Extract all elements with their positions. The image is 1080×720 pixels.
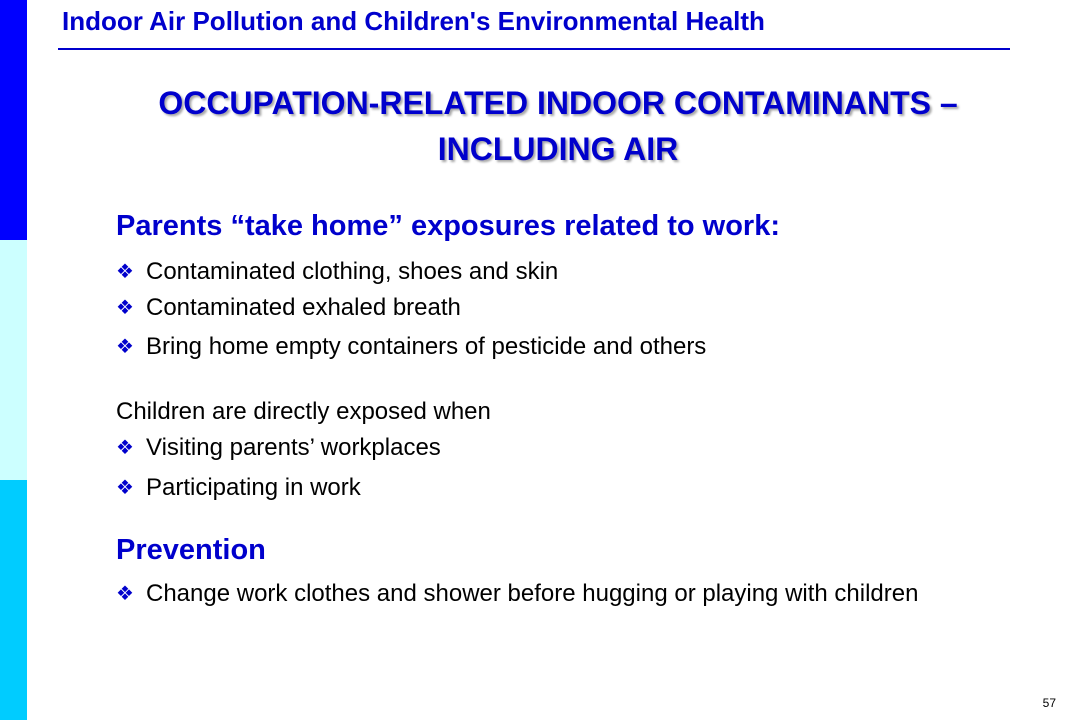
list-item (116, 474, 1016, 502)
list-item-text: Visiting parents’ workplaces (146, 434, 441, 461)
left-accent-bar-bottom (0, 480, 27, 720)
list-item-text: Contaminated exhaled breath (146, 294, 461, 321)
diamond-bullet-icon: ❖ (116, 297, 134, 319)
direct-exposure-intro: Children are directly exposed when (116, 398, 491, 425)
list-item (116, 580, 1016, 608)
diamond-bullet-icon: ❖ (116, 261, 134, 283)
left-accent-bar-middle (0, 240, 27, 480)
slide-title-line-1: OCCUPATION-RELATED INDOOR CONTAMINANTS – (158, 85, 958, 121)
slide-title-line-2: INCLUDING AIR (437, 131, 679, 167)
diamond-bullet-icon: ❖ (116, 477, 134, 499)
list-item (116, 434, 1016, 462)
page-number: 57 (1042, 696, 1056, 710)
diamond-bullet-icon: ❖ (116, 583, 134, 605)
diamond-bullet-icon: ❖ (116, 336, 134, 358)
list-item-text: Contaminated clothing, shoes and skin (146, 258, 559, 285)
list-item (116, 258, 1016, 286)
list-item-text: Participating in work (146, 474, 361, 501)
diamond-bullet-icon: ❖ (116, 437, 134, 459)
list-item (116, 333, 1016, 361)
list-item (116, 294, 1016, 322)
header-divider (58, 48, 1010, 50)
prevention-heading: Prevention (116, 534, 266, 566)
header-title: Indoor Air Pollution and Children's Environmental Health (62, 6, 765, 36)
slide-title (58, 80, 1058, 172)
take-home-heading: Parents “take home” exposures related to work: (116, 210, 780, 242)
list-item-text: Change work clothes and shower before hugging or playing with children (146, 580, 919, 607)
left-accent-bar-top (0, 0, 27, 240)
list-item-text: Bring home empty containers of pesticide and others (146, 333, 707, 360)
